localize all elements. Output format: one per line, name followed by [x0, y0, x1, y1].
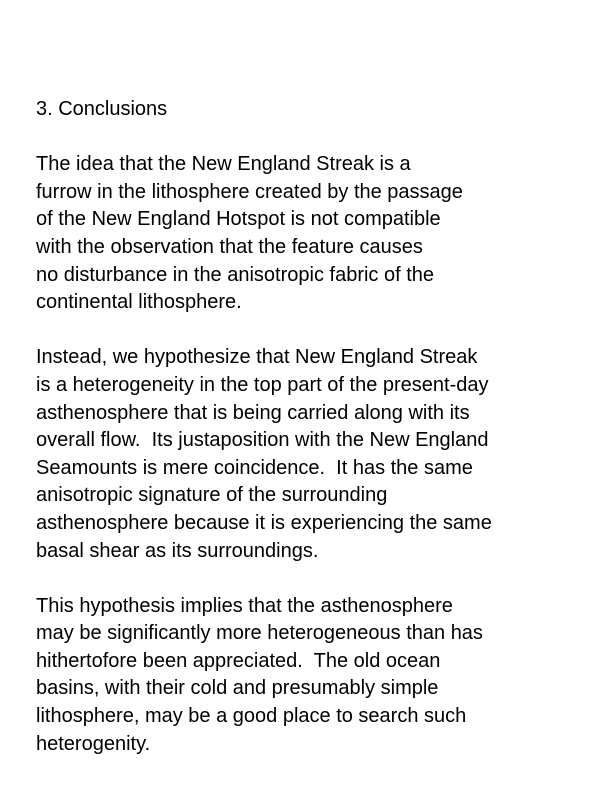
text-line: continental lithosphere.	[36, 291, 242, 314]
text-line: furrow in the lithosphere created by the passage	[36, 180, 463, 203]
text-line: asthenosphere because it is experiencing the same	[36, 511, 492, 534]
text-line: Seamounts is mere coincidence. It has the same	[36, 456, 473, 479]
text-line: heterogenity.	[36, 732, 151, 755]
paragraph-1	[36, 151, 596, 317]
text-line: anisotropic signature of the surrounding	[36, 484, 388, 507]
paragraph-2	[36, 344, 596, 565]
text-line: is a heterogeneity in the top part of the present-day	[36, 373, 489, 396]
text-line: The idea that the New England Streak is a	[36, 153, 411, 176]
text-line: no disturbance in the anisotropic fabric of the	[36, 263, 435, 286]
conclusions-section	[36, 96, 596, 786]
text-line: asthenosphere that is being carried along with its	[36, 401, 470, 424]
text-line: of the New England Hotspot is not compatible	[36, 208, 441, 231]
text-line: basal shear as its surroundings.	[36, 539, 319, 562]
text-line: may be significantly more heterogeneous than has	[36, 622, 483, 645]
text-line: basins, with their cold and presumably simple	[36, 677, 439, 700]
text-line: with the observation that the feature causes	[36, 235, 423, 258]
text-line: hithertofore been appreciated. The old ocean	[36, 649, 441, 672]
section-heading: 3. Conclusions	[36, 98, 168, 120]
text-line: overall flow. Its justaposition with the New England	[36, 429, 489, 452]
text-line: This hypothesis implies that the asthenosphere	[36, 594, 453, 617]
text-line: lithosphere, may be a good place to search such	[36, 705, 467, 728]
text-line: Instead, we hypothesize that New England Streak	[36, 346, 478, 369]
paragraph-3	[36, 593, 596, 759]
